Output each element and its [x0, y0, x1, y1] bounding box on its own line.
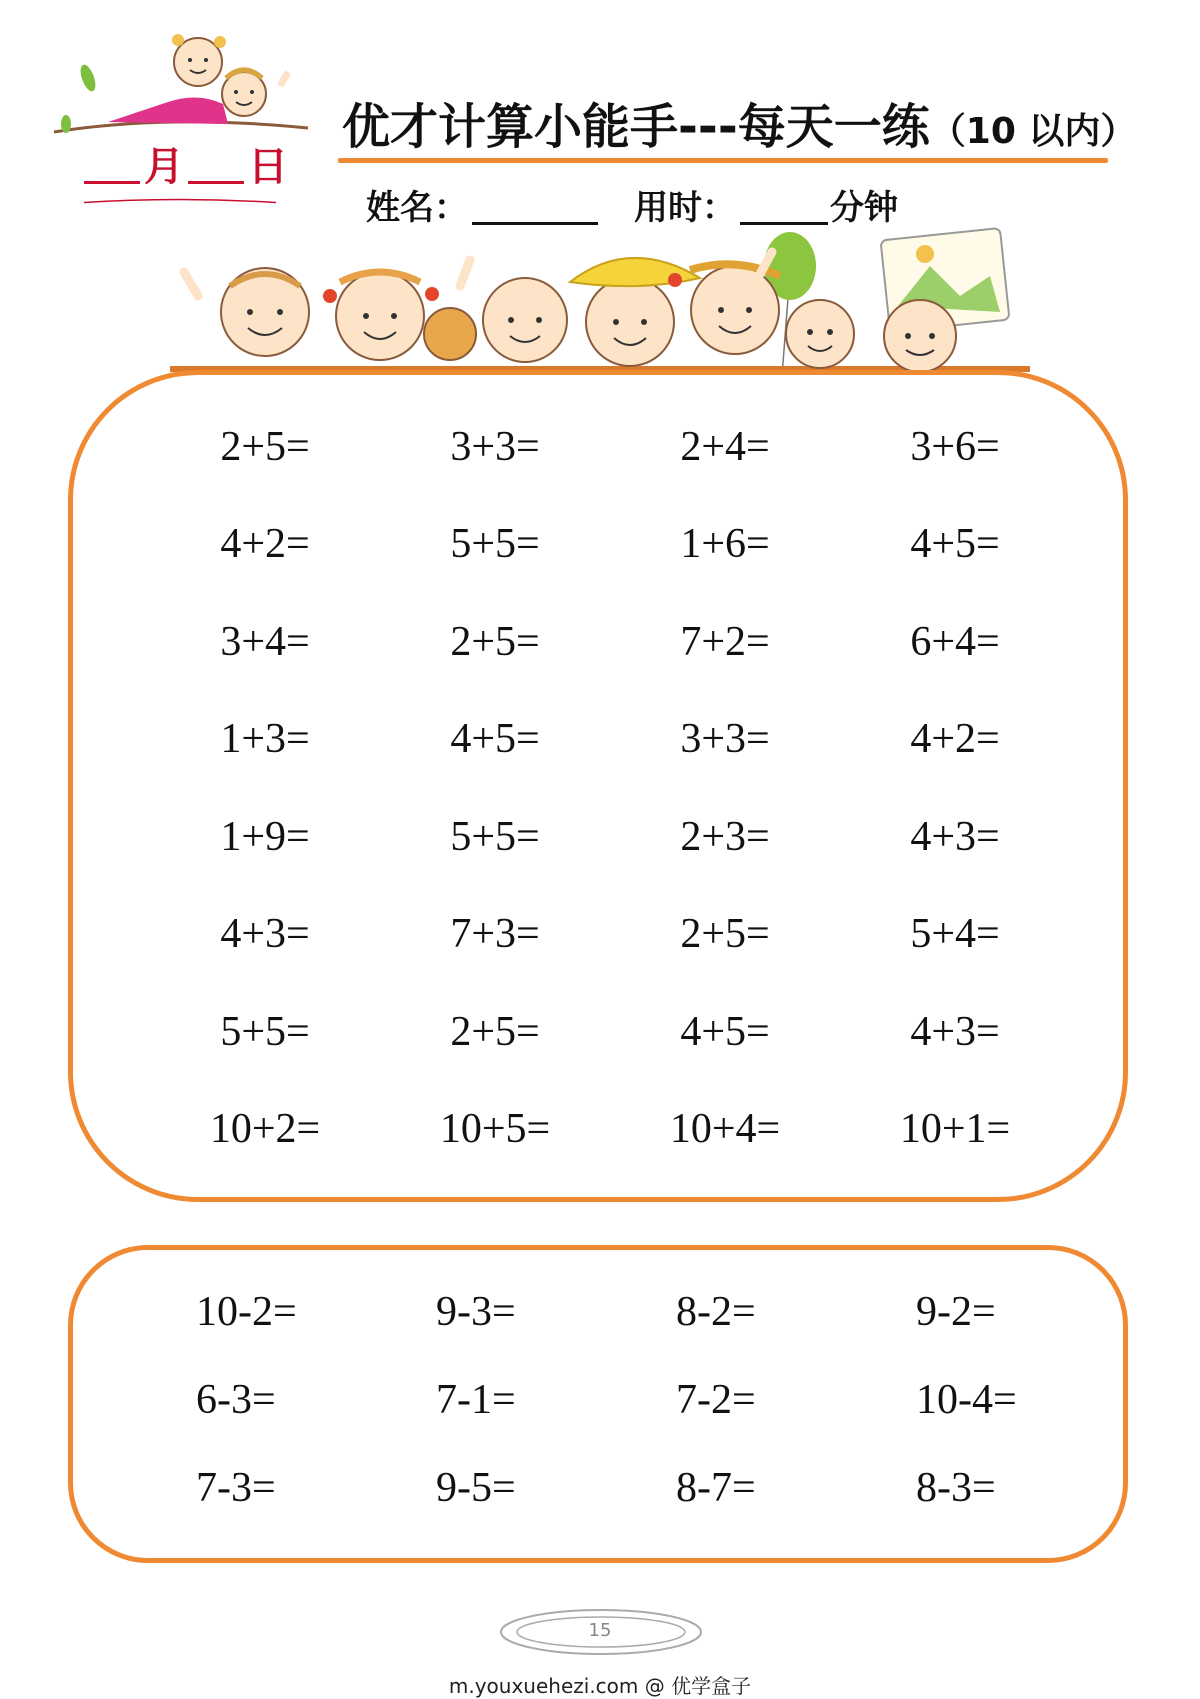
- addition-problem: 4+5=: [450, 716, 540, 763]
- footer-site: m.youxuehezi.com @ 优学盒子: [448, 1674, 752, 1698]
- addition-problem: 4+2=: [220, 521, 310, 568]
- subtraction-problem: 7-2=: [676, 1377, 756, 1423]
- page-number: 15: [588, 1620, 612, 1641]
- addition-problem: 10+4=: [669, 1106, 781, 1153]
- addition-problem: 2+3=: [680, 813, 770, 860]
- subtraction-problem: 8-2=: [676, 1289, 756, 1335]
- subtraction-grid: [150, 1268, 1110, 1532]
- date-underline: [50, 198, 310, 204]
- addition-problem: 7+3=: [450, 911, 540, 958]
- addition-problem: 3+3=: [450, 423, 540, 470]
- subtraction-problem: 9-5=: [436, 1465, 516, 1511]
- addition-problem: 10+5=: [439, 1106, 551, 1153]
- addition-problem: 10+1=: [899, 1106, 1011, 1153]
- lying-kids-illustration: [48, 32, 318, 142]
- subtraction-problem: 10-2=: [196, 1289, 297, 1335]
- addition-problem: 2+5=: [450, 1008, 540, 1055]
- addition-problem: 6+4=: [910, 618, 1000, 665]
- name-label: 姓名：: [366, 188, 468, 228]
- time-unit: 分钟: [830, 188, 898, 228]
- addition-problem: 1+9=: [220, 813, 310, 860]
- children-row-illustration: [170, 226, 1030, 386]
- day-blank[interactable]: [188, 147, 244, 184]
- addition-problem: 5+5=: [450, 521, 540, 568]
- page-title: [342, 88, 1136, 157]
- subtraction-problem: 8-7=: [676, 1465, 756, 1511]
- addition-problem: 2+4=: [680, 423, 770, 470]
- title-rule: [338, 158, 1108, 163]
- day-label: 日: [248, 144, 288, 190]
- addition-problem: 4+3=: [910, 1008, 1000, 1055]
- subtraction-problem: 9-2=: [916, 1289, 996, 1335]
- addition-problem: 5+5=: [220, 1008, 310, 1055]
- addition-problem: 1+6=: [680, 521, 770, 568]
- time-field[interactable]: [740, 192, 828, 225]
- addition-problem: 4+3=: [220, 911, 310, 958]
- addition-problem: 5+4=: [910, 911, 1000, 958]
- addition-problem: 3+4=: [220, 618, 310, 665]
- date-line: [80, 135, 288, 192]
- month-blank[interactable]: [84, 147, 140, 184]
- addition-problem: 3+6=: [910, 423, 1000, 470]
- addition-problem: 2+5=: [680, 911, 770, 958]
- subtraction-problem: 9-3=: [436, 1289, 516, 1335]
- addition-problem: 2+5=: [450, 618, 540, 665]
- subtraction-problem: 8-3=: [916, 1465, 996, 1511]
- subtraction-problem: 7-1=: [436, 1377, 516, 1423]
- addition-problem: 7+2=: [680, 618, 770, 665]
- addition-grid: [150, 398, 1070, 1178]
- subtraction-problem: 6-3=: [196, 1377, 276, 1423]
- name-time-row: [366, 180, 898, 229]
- addition-problem: 5+5=: [450, 813, 540, 860]
- title-text: 优才计算小能手---每天一练: [342, 99, 930, 155]
- addition-problem: 2+5=: [220, 423, 310, 470]
- addition-problem: 1+3=: [220, 716, 310, 763]
- addition-problem: 3+3=: [680, 716, 770, 763]
- title-range: （10 以内）: [929, 111, 1137, 152]
- addition-problem: 4+3=: [910, 813, 1000, 860]
- month-label: 月: [144, 144, 184, 190]
- addition-problem: 4+5=: [910, 521, 1000, 568]
- subtraction-problem: 7-3=: [196, 1465, 276, 1511]
- addition-problem: 4+2=: [910, 716, 1000, 763]
- addition-problem: 10+2=: [209, 1106, 321, 1153]
- time-label: 用时：: [634, 188, 736, 228]
- addition-problem: 4+5=: [680, 1008, 770, 1055]
- name-field[interactable]: [472, 192, 598, 225]
- subtraction-problem: 10-4=: [916, 1377, 1017, 1423]
